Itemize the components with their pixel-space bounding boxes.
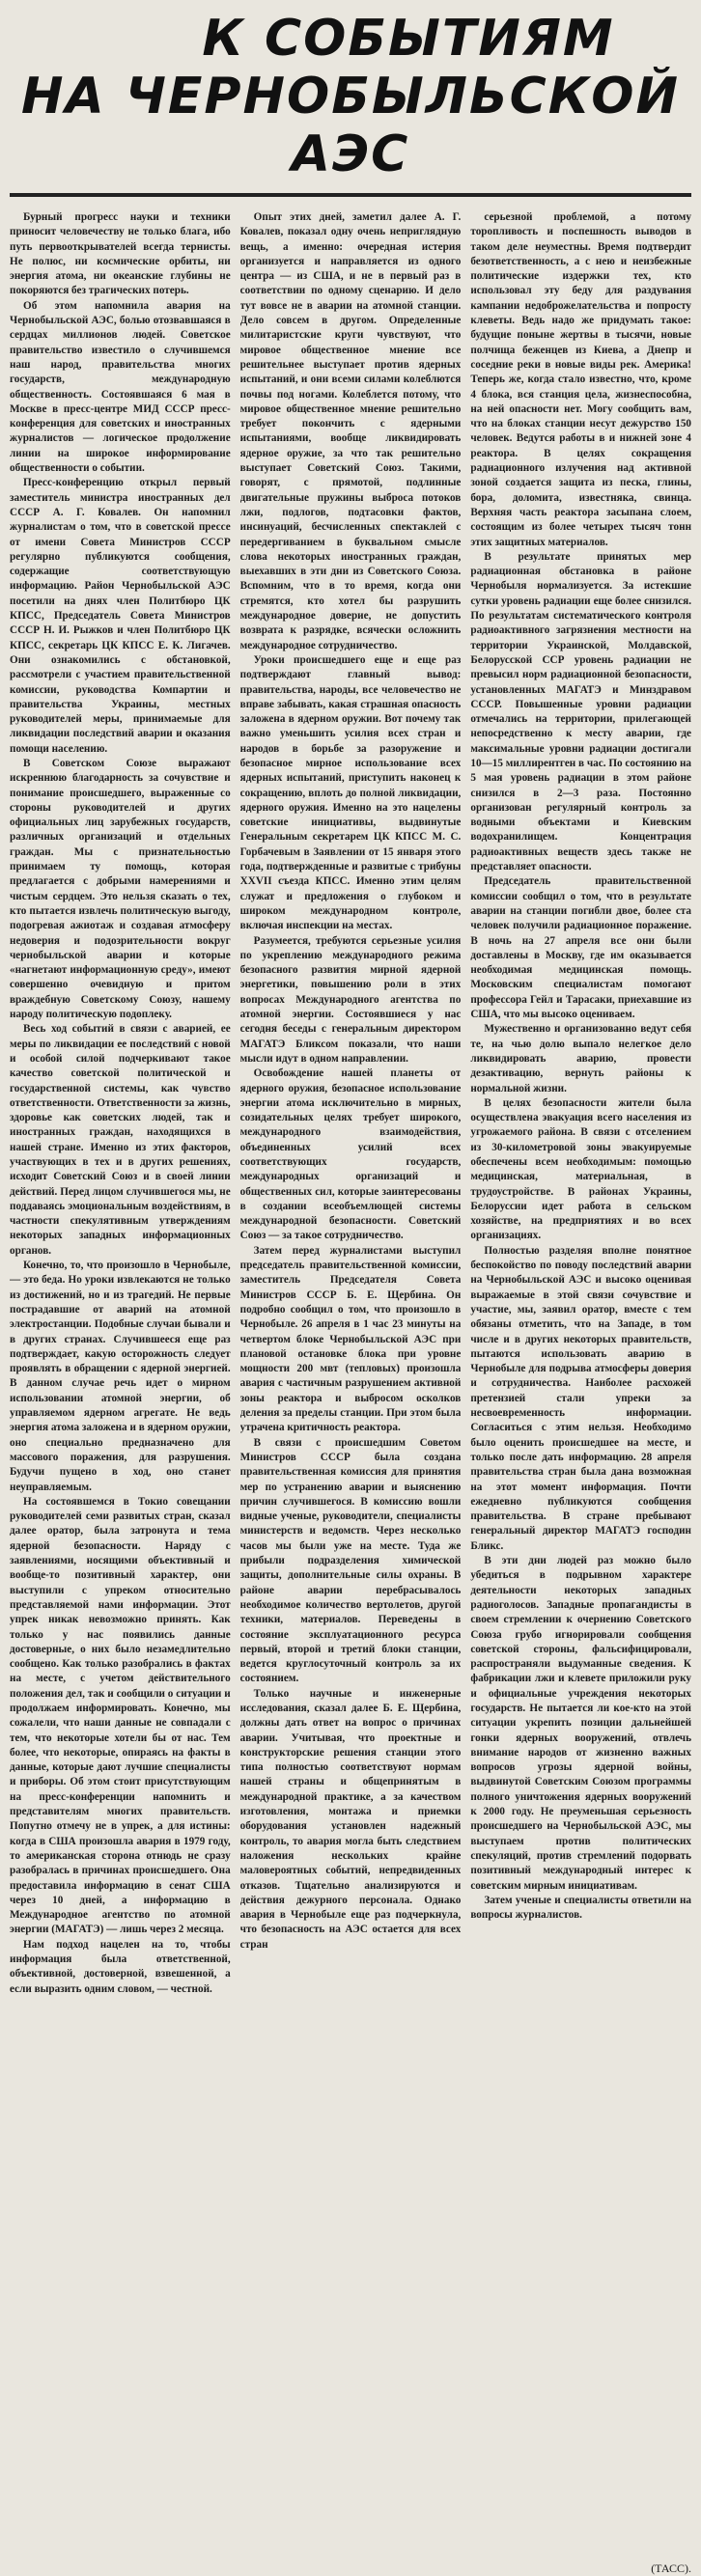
article-paragraph: Бурный прогресс науки и техники приносит человечеству не только блага, ибо путь первооткрывателей всегда тернисты. Не полюс, ни космические орбиты, ни энергия атома, ни океанские глубины не покоряются без трагических потерь. [10,211,231,297]
article-paragraph: В целях безопасности жители была осуществлена эвакуация всего населения из угрожаемого района. В связи с отселением из 30-километровой зоны эвакуируемые обеспечены всем необходимым: помощью медицинская, материальная, в трудоустройстве. В районах Украины, Белоруссии идет работа в сельском хозяйстве, на предприятиях и во всех организациях. [470,1096,691,1242]
article-paragraph: Освобождение нашей планеты от ядерного оружия, безопасное использование энергии атома исключительно в мирных, созидательных целях требует широкого, международного взаимодействия, объединенных усилий всех соответствующих государств, международных организаций и общественных сил, которые заинтересованы в создании всеобъемлющей системы международной безопасности. Советский Союз — за такое сотрудничество. [239,1067,462,1242]
article-paragraph: Пресс-конференцию открыл первый заместитель министра иностранных дел СССР А. Г. Ковалев. Он напомнил журналистам о том, что в советской прессе от имени Совета Министров СССР регулярно публикуются сообщения, содержащие соответствующую информацию. Район Чернобыльской АЭС посетили на днях член Политбюро ЦК КПСС, Председатель Совета Министров СССР Н. И. Рыжков и член Политбюро ЦК КПСС, секретарь ЦК КПСС Е. К. Лигачев. Они ознакомились с обстановкой, рассмотрели с участием правительственной комиссии, руководства Компартии и правительства Украины, местных руководителей меры, принимаемые для ликвидации последствий аварии и оказания помощи населению. [10,477,231,755]
article-paragraph: Нам подход нацелен на то, чтобы информация была ответственной, объективной, достоверной, взвешенной, а если выразить одним словом, — честной. [10,1938,231,1995]
article-column-2 [240,210,462,2556]
article-paragraph: Мужественно и организованно ведут себя те, на чью долю выпало нелегкое дело ликвидировать аварию, провести дезактивацию, вернуть районы к нормальной жизни. [470,1023,691,1094]
article-body [10,210,691,2556]
headline-line-1: К СОБЫТИЯМ [202,10,615,68]
article-paragraph: Конечно, то, что произошло в Чернобыле,— это беда. Но уроки извлекаются не только из достижений, но и из трагедий. Не первые пострадавшие от аварий на атомной электростанции. Подобные случаи бывали и в других странах. Случившееся еще раз подтверждает, какую осторожность следует проявлять в обращении с ядерной энергией. В данном случае речь идет о мирном использовании атомной энергии, об управляемом ядерном агрегате. Не ведь энергия атома заложена и в ядерном оружии, оно специально предназначено для массового поражения, для разрушения. Будучи пущено в ход, оно станет неуправляемым. [10,1260,231,1493]
article-paragraph: Уроки происшедшего еще и еще раз подтверждают главный вывод: правительства, народы, все человечество не вправе забывать, какая страшная опасность заложена в ядерном оружии. Вот почему так важно уменьшить усилия всех стран и народов в борьбе за разоружение и безопасное мирное использование всех ядерных испытаний, приступить наконец к сокращению, вплоть до полной ликвидации, ядерного оружия. Именно на это нацелены советские инициативы, выдвинутые Генеральным секретарем ЦК КПСС М. С. Горбачевым в Заявлении от 15 января этого года, подтвержденные и развитые с трибуны XXVII съезда КПСС. Именно этим целям служат и предложения о глубоком и широком международном контроле, включая инспекции на местах. [239,653,462,932]
article-paragraph: Затем перед журналистами выступил председатель правительственной комиссии, заместитель Председателя Совета Министров СССР Б. Е. Щербина. Он подробно сообщил о том, что произошло в Чернобыле. 26 апреля в 1 час 23 минуты на четвертом блоке Чернобыльской АЭС при плановой остановке блока при уровне мощности 200 мвт (тепловых) произошла авария с частичным разрушением активной зоны реактора и выбросом осколков деления за пределы станции. При этом была утрачена критичность реактора. [239,1244,462,1434]
article-paragraph: В Советском Союзе выражают искреннюю благодарность за сочувствие и понимание происшедшего, выраженные со стороны руководителей и других официальных лиц зарубежных государств, различных организаций и отдельных граждан. Мы с признательностью принимаем ту помощь, которая предлагается с добрыми намерениями и чистым сердцем. Это нельзя сказать о тех, кто пытается извлечь политическую выгоду, подогревая ажиотаж и создавая атмосферу недоверия и подозрительности вокруг чернобыльской аварии и которые «нагнетают информационную среду», имеют совершенно очевидную и притом враждебную Советскому Союзу, нашему народу политическую подоплеку. [10,757,231,1021]
article-paragraph: В эти дни людей раз можно было убедиться в подрывном характере деятельности некоторых западных радиоголосов. Западные пропагандисты в своем стремлении к очернению Советского Союза грубо игнорировали сообщения советской стороны, фальсифицировали, распространяли выдуманные сведения. К фабрикации лжи и клевете приложили руку и официальные учреждения некоторых государств. Не пытается ли кое-кто на этой ситуации укрепить позиции дальнейшей гонки ядерных вооружений, отвлечь внимание народов от жизненно важных вопросов угрозы ядерной войны, выдвинутой Советским Союзом программы полного уничтожения ядерных вооружений к 2000 году. Не преуменьшая серьезность происшедшего на Чернобыльской АЭС, мы выступаем против политических спекуляций, против стремлений подорвать позитивный международный интерес к советским мирным инициативам. [470,1555,691,1892]
headline-rule [10,193,691,197]
article-paragraph: Об этом напомнила авария на Чернобыльской АЭС, болью отозвавшаяся в сердцах миллионов людей. Советское правительство известило о случившемся наш народ, правительства многих государств, международную общественность. Состоявшаяся 6 мая в Москве в пресс-центре МИД СССР пресс-конференция для советских и иностранных журналистов — логическое продолжение линии на широкое информирование общественности о событии. [10,299,231,475]
article-paragraph: На состоявшемся в Токио совещании руководителей семи развитых стран, сказал далее оратор, была затронута и тема ядерной безопасности. Наряду с заявлениями, носящими объективный и вообще-то позитивный характер, они выступили с упреком относительно представляемой нами информации. Этот упрек никак невозможно принять. Как только у нас появились данные достоверные, о них было незамедлительно сообщено. Как только разобрались в фактах на месте, с учетом действительного положения дел, так и сообщили о ситуации и продолжаем информировать. Конечно, мы сожалели, что наши данные не совпадали с тем, что некоторые хотели бы от нас. Тем более, что некоторые, опираясь на факты в данные, которые дают лучшие специалисты и приборы. Об этом стоит присутствующим на пресс-конференции напомнить и представителям многих правительств. Попутно отмечу не в упрек, а для истины: когда в США произошла авария в 1979 году, то американская сторона отнюдь не сразу разобралась в причинах происшедшего. Она предоставила информацию в сенат США через 10 дней, а информацию в Международное агентство по атомной энергии (МАГАТЭ) — лишь через 2 месяца. [10,1495,231,1936]
article-column-3 [470,210,691,2556]
article-paragraph: Только научные и инженерные исследования, сказал далее Б. Е. Щербина, должны дать ответ на вопрос о причинах аварии. Учитывая, что проектные и конструкторские решения станции этого типа полностью соответствуют нормам нашей страны и общепринятым в международной практике, а за качеством изготовления, монтажа и приемки оборудования установлен надежный контроль, то авария могла быть следствием наложения нескольких крайне маловероятных событий, непредвиденных отказов. Тщательно анализируются и действия дежурного персонала. Однако авария в Чернобыле еще раз подчеркнула, что безопасность на АЭС остается для всех стран [239,1687,462,1951]
article-paragraph: Затем ученые и специалисты ответили на вопросы журналистов. [470,1894,691,1922]
article-paragraph: Весь ход событий в связи с аварией, ее меры по ликвидации ее последствий с новой и особой силой подчеркивают такое качество советской политической и государственной системы, как чувство ответственности. Ответственности за жизнь, здоровье как советских людей, так и иностранных граждан, находящихся в нашей стране. Именно из этих факторов, участвующих в тех и в других решениях, исходит Советский Союз и в своей линии действий. Перед лицом случившегося мы, не поддаваясь эмоциональным воздействиям, в частности спекулятивным утверждениям некоторых западных информационных органов. [10,1023,231,1257]
article-paragraph: Полностью разделяя вполне понятное беспокойство по поводу последствий аварии на Чернобыльской АЭС и высоко оценивая выражаемые в этой связи сочувствие и участие, мы, заявил оратор, вместе с тем обязаны отметить, что на Западе, в том числе и в других некоторых правительств, пытаются использовать аварию в Чернобыле для подрыва атмосферы доверия и сотрудничества. Наиболее расхожей претензией стали упреки за несвоевременность информации. Согласиться с этим нельзя. Необходимо было оценить происшедшее на месте, и только после дать информацию. 28 апреля правительства стран была дана возможная на этот момент информация. Почти ежедневно публикуются сообщения правительства. В стране пребывают генеральный директор МАГАТЭ господин Бликс. [470,1244,691,1552]
article-paragraph: В результате принятых мер радиационная обстановка в районе Чернобыля нормализуется. За истекшие сутки уровень радиации еще более снизился. По результатам систематического контроля радиоактивного загрязнения местности на территории Украинской, Молдавской, Белорусской ССР уровень радиации не превысил норм радиационной безопасности, установленных МАГАТЭ и Минздравом СССР. Повышенные уровни радиации отмечались на территории, прилегающей непосредственно к месту аварии, где максимальные уровни радиации достигали 10—15 миллирентген в час. По состоянию на 5 мая уровень радиации в этом районе снизился в 2—3 раза. Постоянно организован регулярный контроль за водными объектами и Киевским водохранилищем. Концентрация радиоактивных веществ здесь также не представляет опасности. [470,550,691,873]
article-paragraph: серьезной проблемой, а потому торопливость и поспешность выводов в таком деле неуместны. Время подтвердит безответственность, а с нею и неизбежные политические издержки тех, кто использовал эту беду для раздувания кампании недоброжелательства и попросту клеветы. Ведь надо же придумать такое: будущие поныне жертвы в тысячи, новые полчища беженцев из Киева, а Днепр и соседние реки в новые виды рек. Америка! Теперь же, когда стало известно, что, кроме 4 блока, вся станция цела, жизнеспособна, на ней опасности нет. Могу сообщить вам, что на блоках станции несут дежурство 150 человек. Ведутся работы в и нижней зоне 4 реактора. В целях сокращения радиационного излучения над активной зоной создается защита из песка, глины, бора, доломита, известняка, свинца. Верхняя часть реактора засыпана слоем, состоящим из более четырех тысяч тонн этих защитных материалов. [470,211,691,548]
headline [10,10,691,183]
article-paragraph: В связи с происшедшим Советом Министров СССР была создана правительственная комиссия для принятия мер по устранению аварии и выяснению причин случившегося. В комиссию вошли видные ученые, руководители, специалисты министерств и ведомств. Через несколько часов мы были уже на месте. Туда же прибыли подразделения химической защиты, дополнительные силы охраны. В районе аварии перебрасывалось необходимое количество вертолетов, другой техники, материалов. Переведены в состояние эксплуатационного ресурса первый, второй и третий блоки станции, ведется круглосуточный контроль за их состоянием. [239,1436,462,1685]
article-paragraph: Разумеется, требуются серьезные усилия по укреплению международного режима безопасного развития мирной ядерной энергетики, повышению роли в этих вопросах Международного агентства по атомной энергии. Состоявшиеся у нас сегодня беседы с генеральным директором МАГАТЭ Бликсом показали, что наши мысли идут в одном направлении. [239,934,462,1065]
article-paragraph: Опыт этих дней, заметил далее А. Г. Ковалев, показал одну очень неприглядную вещь, а именно: очередная истерия организуется и направляется из одного центра — из США, и не в первый раз в соответствии по одному сценарию. И дело тут вовсе не в аварии на атомной станции. Дело совсем в другом. Определенные милитаристские круги чувствуют, что мировое общественное мнение все решительнее выступает против ядерных испытаний, и они всеми силами колеблются почвы под ногами. Колеблется потому, что мировое общественное мнение решительно требует покончить с ядерными испытаниями, вообще ликвидировать ядерное оружие, за что так решительно выступает Советский Союз. Такими, говорят, с прямотой, подлинные двигательные пружины выброса потоков лжи, подлогов, подтасовки фактов, инсинуаций, бесчисленных спектаклей с передергиванием в буквальном смысле слова некоторых иностранных граждан, выехавших в эти дни из Советского Союза. Вспомним, что в то время, когда они стремятся, кто хотел бы разрушить международное доверие, не допустить возврата к разрядке, всячески осложнить международное сотрудничество. [239,211,462,651]
source-signature: (ТАСС). [651,2562,691,2575]
headline-line-2: НА ЧЕРНОБЫЛЬСКОЙ АЭС [21,68,680,183]
article-column-1 [10,210,231,2556]
article-paragraph: Председатель правительственной комиссии сообщил о том, что в результате аварии на станции погибли двое, более ста человек получили радиационное поражение. В ночь на 27 апреля все они были доставлены в Москву, где им оказывается необходимая медицинская помощь. Московским специалистам помогают профессора Гейл и Тарасаки, приехавшие из США, что мы высоко оцениваем. [470,875,691,1021]
